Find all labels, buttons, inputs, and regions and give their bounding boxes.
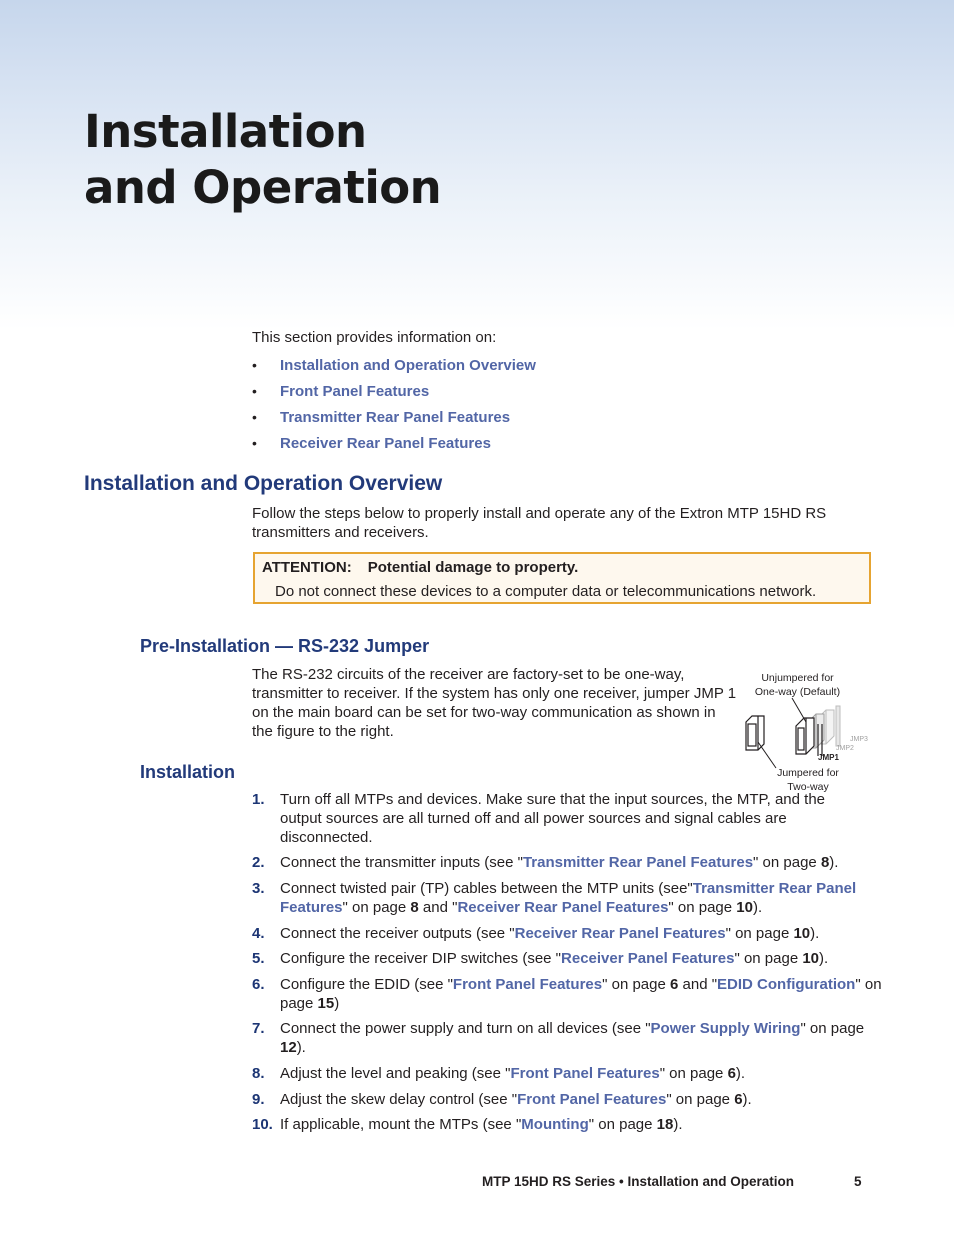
overview-text: Follow the steps below to properly install and operate any of the Extron MTP 15HD RS transmitters and receivers. (252, 505, 827, 541)
step-text: " on page (734, 950, 803, 967)
figure-caption-jumpered-line2: Two-way (787, 781, 829, 793)
preinstall-heading: Pre-Installation — RS-232 Jumper (140, 636, 430, 656)
page-reference: 12 (280, 1039, 297, 1056)
installation-step (252, 879, 884, 917)
toc-link-overview[interactable]: Installation and Operation Overview (280, 357, 536, 375)
preinstall-section (252, 665, 737, 741)
page-reference: 8 (410, 899, 419, 916)
step-text: and " (678, 976, 718, 993)
cross-reference-link[interactable]: Receiver Rear Panel Features (457, 899, 669, 916)
page-reference: 18 (656, 1116, 674, 1133)
leader-line-bottom (758, 742, 776, 768)
cross-reference-link[interactable]: Receiver Panel Features (561, 950, 735, 967)
attention-title: Potential damage to property. (367, 559, 579, 576)
installation-step (252, 1090, 884, 1109)
footer-text: MTP 15HD RS Series • Installation and Operation (482, 1174, 795, 1189)
step-number: 6. (252, 976, 265, 993)
step-number: 8. (252, 1065, 265, 1082)
label-jmp2: JMP2 (836, 745, 854, 752)
step-text: and " (418, 899, 458, 916)
page-reference: 6 (670, 976, 679, 993)
step-number: 7. (252, 1020, 265, 1037)
installation-step (252, 853, 884, 872)
step-text: " on page (342, 899, 411, 916)
step-number: 5. (252, 950, 265, 967)
step-text: ) (334, 995, 340, 1012)
cross-reference-link[interactable]: Transmitter Rear Panel Features (280, 880, 857, 916)
attention-box (253, 552, 871, 604)
label-jmp3: JMP3 (850, 736, 868, 743)
cross-reference-link[interactable]: Front Panel Features (510, 1065, 660, 1082)
page-reference: 15 (317, 995, 335, 1012)
installation-step (252, 924, 884, 943)
cross-reference-link[interactable]: Front Panel Features (517, 1091, 667, 1108)
step-text: ). (829, 854, 839, 871)
installation-step (252, 790, 858, 847)
step-number: 2. (252, 854, 265, 871)
toc-list (252, 353, 852, 456)
step-text: " on page (668, 899, 737, 916)
toc-item (252, 405, 852, 431)
step-text: ). (810, 925, 820, 942)
figure-caption-unjumpered-line2: One-way (Default) (754, 686, 841, 698)
page-title (84, 104, 441, 216)
step-text: ). (752, 899, 763, 916)
page-title-line-1: Installation (84, 105, 367, 158)
cross-reference-link[interactable]: Power Supply Wiring (650, 1020, 801, 1037)
page-footer (482, 1174, 862, 1189)
step-number: 3. (252, 880, 265, 897)
installation-step (252, 1115, 884, 1134)
attention-text: Do not connect these devices to a computer data or telecommunications network. (275, 583, 817, 600)
installation-step (252, 1064, 884, 1083)
page-reference: 10 (793, 925, 811, 942)
step-text: Turn off all MTPs and devices. Make sure that the input sources, the MTP, and the output sources are all turned off and all power sources and signal cables are disconnected. (280, 791, 826, 846)
step-number: 4. (252, 925, 265, 942)
bullet-icon: • (252, 408, 257, 425)
step-text: Configure the receiver DIP switches (see " (280, 950, 562, 967)
overview-section (252, 504, 842, 542)
toc-item (252, 353, 852, 379)
step-text: Connect the receiver outputs (see " (280, 925, 515, 942)
toc-link-transmitter-rear[interactable]: Transmitter Rear Panel Features (280, 408, 511, 426)
step-text: Connect twisted pair (TP) cables between the MTP units (see" (280, 880, 693, 897)
step-text: " on page (659, 1065, 728, 1082)
preinstall-text: The RS-232 circuits of the receiver are factory-set to be one-way, transmitter to receiver. If the system has only one receiver, jumper JMP 1 on the main board can be set for two-way communication as shown in the figure to the right. (252, 666, 737, 740)
cross-reference-link[interactable]: Mounting (521, 1116, 589, 1133)
step-text: ). (296, 1039, 306, 1056)
page-number: 5 (854, 1174, 862, 1189)
step-text: " on page (588, 1116, 657, 1133)
overview-heading: Installation and Operation Overview (84, 472, 443, 495)
step-text: If applicable, mount the MTPs (see " (280, 1116, 522, 1133)
bullet-icon: • (252, 383, 257, 400)
step-text: Adjust the level and peaking (see " (280, 1065, 511, 1082)
intro-text: This section provides information on: (252, 329, 497, 346)
jumper-block-jumpered (746, 716, 764, 750)
step-text: " on page (666, 1091, 735, 1108)
step-text: Configure the EDID (see " (280, 976, 453, 993)
cross-reference-link[interactable]: EDID Configuration (717, 976, 856, 993)
cross-reference-link[interactable]: Transmitter Rear Panel Features (522, 854, 754, 871)
page-reference: 8 (820, 854, 830, 871)
step-text: Connect the transmitter inputs (see " (280, 854, 523, 871)
figure-caption-unjumpered-line1: Unjumpered for (761, 672, 834, 684)
step-text: Adjust the skew delay control (see " (280, 1091, 518, 1108)
step-text: " on page (753, 854, 821, 871)
installation-step (252, 949, 884, 968)
label-jmp1: JMP1 (818, 753, 839, 762)
step-text: ). (673, 1116, 683, 1133)
intro-section (252, 328, 852, 456)
leader-line-top (792, 698, 806, 722)
step-text: ). (819, 950, 829, 967)
step-text: ). (742, 1091, 752, 1108)
page-title-line-2: and Operation (84, 161, 442, 214)
attention-header (262, 559, 578, 576)
step-number: 9. (252, 1091, 265, 1108)
step-number: 1. (252, 791, 265, 808)
attention-label: ATTENTION: (262, 559, 352, 576)
toc-link-front-panel[interactable]: Front Panel Features (280, 383, 430, 401)
step-text: " on page (280, 976, 882, 1012)
page-reference: 6 (727, 1065, 736, 1082)
jumper-figure (740, 668, 876, 796)
bullet-icon: • (252, 357, 257, 374)
step-number: 10. (252, 1116, 273, 1133)
step-text: ). (735, 1065, 746, 1082)
installation-step (252, 975, 884, 1013)
cross-reference-link[interactable]: Front Panel Features (452, 976, 603, 993)
step-text: " on page (725, 925, 794, 942)
page-reference: 10 (736, 899, 753, 916)
installation-heading: Installation (140, 762, 236, 782)
page-reference: 10 (802, 950, 820, 967)
step-text: Connect the power supply and turn on all devices (see " (280, 1020, 651, 1037)
step-text: " on page (800, 1020, 865, 1037)
toc-link-receiver-rear[interactable]: Receiver Rear Panel Features (280, 434, 491, 452)
page-reference: 6 (734, 1091, 743, 1108)
bullet-icon: • (252, 434, 257, 451)
toc-item (252, 379, 852, 405)
cross-reference-link[interactable]: Receiver Rear Panel Features (514, 925, 726, 942)
step-text: " on page (602, 976, 670, 993)
figure-caption-jumpered-line1: Jumpered for (777, 767, 839, 779)
installation-step (252, 1019, 884, 1057)
toc-item (252, 430, 852, 456)
